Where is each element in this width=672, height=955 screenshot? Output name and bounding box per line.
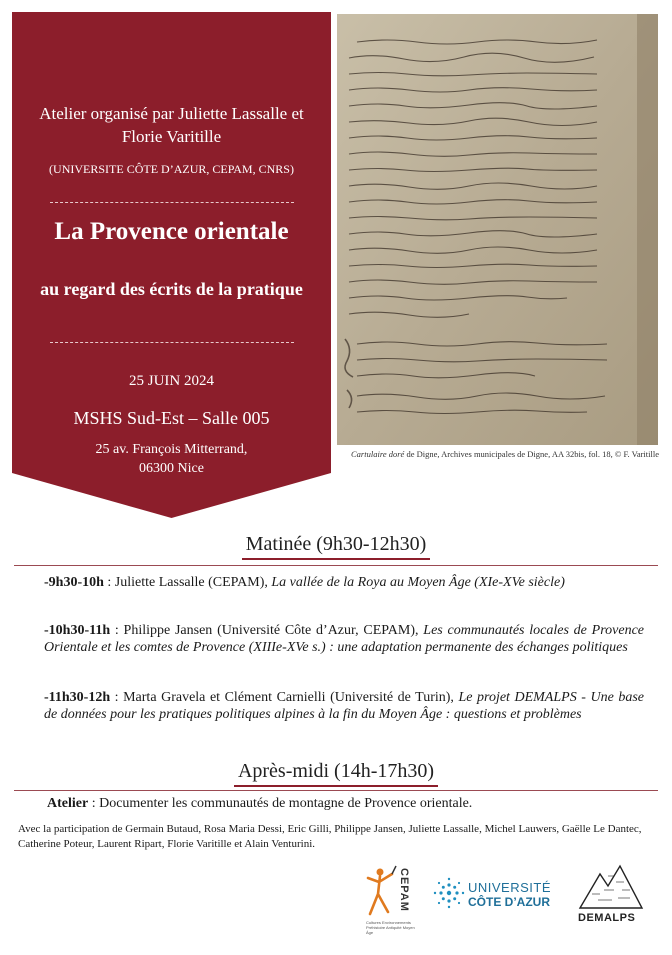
event-venue: MSHS Sud-Est – Salle 005 bbox=[73, 408, 270, 428]
item-title: Les communautés locales de Provence Orientale et les comtes de Provence (XIIIe-XVe s.) : une adaptation permanente des échanges politiques bbox=[44, 623, 644, 655]
title-banner bbox=[12, 12, 331, 518]
image-caption bbox=[345, 448, 659, 460]
manuscript-illustration bbox=[337, 14, 658, 445]
affiliation: (UNIVERSITE CÔTE D’AZUR, CEPAM, CNRS) bbox=[49, 162, 294, 176]
item-speaker: : Juliette Lassalle (CEPAM), bbox=[103, 575, 272, 590]
cepam-subtitle: Cultures Environnements Préhistoire Antiquité Moyen Âge bbox=[366, 920, 415, 935]
item-title: La vallée de la Roya au Moyen Âge (XIe-XVe siècle) bbox=[271, 575, 565, 590]
event-address bbox=[12, 440, 331, 478]
afternoon-heading bbox=[0, 760, 672, 787]
item-speaker: : Philippe Jansen (Université Côte d’Azur, CEPAM), bbox=[110, 623, 424, 638]
uca-logo-icon bbox=[433, 877, 465, 909]
event-subtitle: au regard des écrits de la pratique bbox=[40, 279, 303, 299]
address-line1: 25 av. François Mitterrand, bbox=[95, 442, 248, 457]
event-date: 25 JUIN 2024 bbox=[129, 373, 214, 389]
atelier-label: Atelier bbox=[47, 796, 89, 811]
participants: Avec la participation de Germain Butaud, Rosa Maria Dessi, Eric Gilli, Philippe Jansen, Juliette Lassalle, Michel Lauwers, Gaëlle Le Dantec, Catherine Poteur, Laurent Ripart, Florie Varitille et Alain Venturini. bbox=[18, 823, 642, 850]
section-rule bbox=[14, 790, 658, 791]
section-rule bbox=[14, 565, 658, 566]
caption-text: de Digne, Archives municipales de Digne, AA 32bis, fol. 18, © F. Varitille bbox=[404, 449, 659, 459]
afternoon-heading-text: Après-midi (14h-17h30) bbox=[234, 760, 438, 787]
program-item bbox=[44, 689, 644, 723]
cepam-name: CEPAM bbox=[398, 868, 410, 912]
item-time: -9h30-10h bbox=[44, 575, 104, 590]
organizers: Atelier organisé par Juliette Lassalle et Florie Varitille bbox=[39, 104, 304, 146]
atelier-text: : Documenter les communautés de montagne de Provence orientale. bbox=[88, 796, 473, 811]
program-item bbox=[44, 574, 644, 591]
uca-line2: CÔTE D’AZUR bbox=[468, 895, 550, 909]
cepam-logo bbox=[366, 864, 400, 922]
morning-heading bbox=[0, 533, 672, 560]
item-time: -10h30-11h bbox=[44, 623, 111, 638]
morning-heading-text: Matinée (9h30-12h30) bbox=[242, 533, 431, 560]
item-title: Le projet DEMALPS - Une base de données pour les pratiques politiques alpines à la fin du Moyen Âge : questions et problèmes bbox=[44, 690, 644, 722]
address-line2: 06300 Nice bbox=[139, 461, 204, 476]
uca-logo-text bbox=[468, 881, 551, 909]
atelier-line bbox=[47, 796, 647, 812]
item-time: -11h30-12h bbox=[44, 690, 111, 705]
divider bbox=[50, 342, 294, 343]
item-speaker: : Marta Gravela et Clément Carnielli (Université de Turin), bbox=[110, 690, 459, 705]
uca-line1: UNIVERSITÉ bbox=[468, 880, 552, 895]
program-item bbox=[44, 622, 644, 656]
demalps-name: DEMALPS bbox=[578, 912, 636, 924]
caption-italic: Cartulaire doré bbox=[351, 449, 405, 459]
event-title: La Provence orientale bbox=[54, 218, 289, 245]
divider bbox=[50, 202, 294, 203]
manuscript-image bbox=[337, 14, 658, 445]
demalps-logo-icon bbox=[578, 860, 644, 910]
